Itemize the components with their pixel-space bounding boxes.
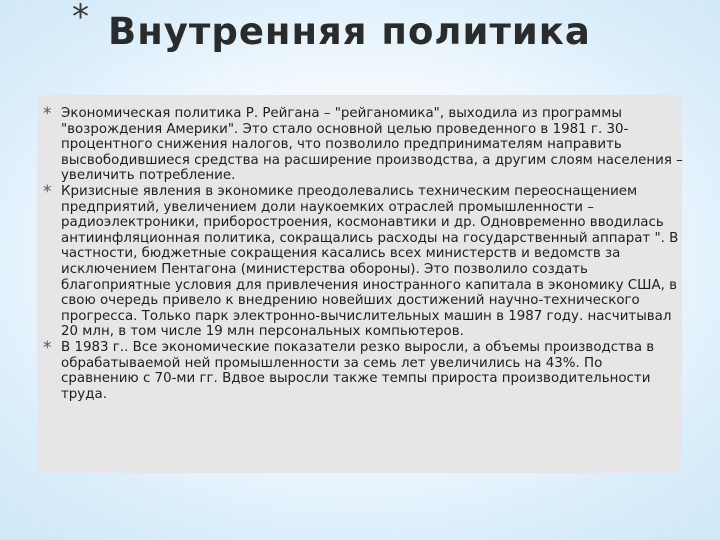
bullet-list <box>43 106 683 402</box>
bullet-star-icon: * <box>43 337 52 358</box>
bullet-item-crisis <box>43 181 683 340</box>
bullet-star-icon: * <box>43 104 52 124</box>
bullet-text: Кризисные явления в экономике преодолевались техническим переоснащением предприятий, увеличением доли наукоемких отраслей промышленности – радиоэлектроники, приборостроения, космонавтики и др. Одновременно вводилась антиинфляционная политика, сокращались расходы на государственный аппарат ". В частности, бюджетные сокращения касались всех министерств и ведомств за исключением Пентагона (министерства обороны). Это позволило создать благоприятные условия для привлечения иностранного капитала в экономику США, в свою очередь привело к внедрению новейших достижений научно-технического прогресса. Только парк электронно-вычислительных машин в 1987 году. насчитывал 20 млн, в том числе 19 млн персональных компьютеров. <box>61 183 679 340</box>
title-star-icon: * <box>72 0 89 37</box>
page-title: Внутренняя политика <box>108 10 591 53</box>
bullet-item-growth <box>43 337 683 402</box>
bullet-text: В 1983 г.. Все экономические показатели резко выросли, а объемы производства в обрабатываемой ней промышленности за семь лет увеличились на 43%. По сравнению с 70-ми гг. Вдвое выросли также темпы прироста производительности труда. <box>61 339 655 402</box>
bullet-star-icon: * <box>43 181 52 202</box>
bullet-item-reaganomics <box>43 106 683 184</box>
bullet-text: Экономическая политика Р. Рейгана – "рейганомика", выходила из программы "возрождения Америки". Это стало основной целью проведенного в 1981 г. 30-процентного снижения налогов, что позволило предпринимателям направить высвободившиеся средства на расширение производства, а другим слоям населения – увеличить потребление. <box>61 106 683 184</box>
